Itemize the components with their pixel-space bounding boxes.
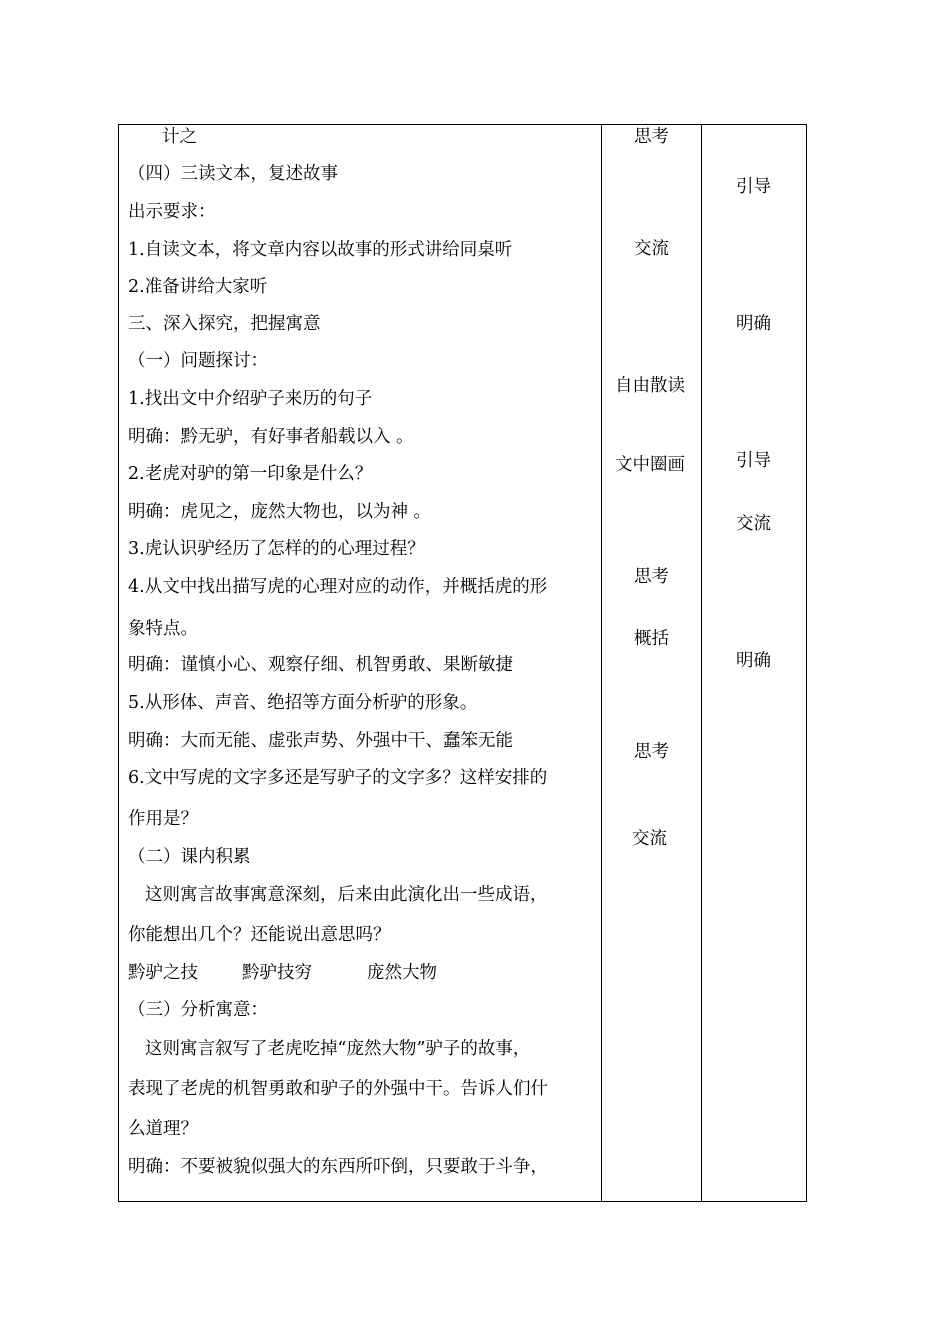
idiom: 黔驴技穷 [242, 963, 312, 983]
section-heading: （一）问题探讨： [128, 351, 268, 371]
teacher-label: 明确 [736, 651, 771, 671]
idiom: 庞然大物 [367, 963, 437, 983]
answer: 明确：不要被貌似强大的东西所吓倒，只要敢于斗争， [128, 1157, 548, 1177]
answer: 明确：虎见之，庞然大物也，以为神 。 [128, 502, 432, 522]
activity-label: 文中圈画 [615, 455, 685, 475]
text-line: 计之 [162, 127, 197, 147]
paragraph-line: 这则寓言叙写了老虎吃掉“庞然大物”驴子的故事， [145, 1039, 531, 1059]
answer: 明确：谨慎小心、观察仔细、机智勇敢、果断敏捷 [128, 655, 513, 675]
activity-label: 思考 [634, 742, 669, 762]
teacher-label: 引导 [736, 451, 771, 471]
section-heading: （三）分析寓意： [128, 1000, 268, 1020]
section-heading: 三、深入探究，把握寓意 [128, 314, 321, 334]
list-item: 2.准备讲给大家听 [128, 277, 268, 297]
teacher-label: 明确 [736, 314, 771, 334]
section-heading: （二）课内积累 [128, 847, 251, 867]
question: 1.找出文中介绍驴子来历的句子 [128, 389, 373, 409]
question: 作用是？ [128, 809, 198, 829]
idiom: 黔驴之技 [128, 963, 198, 983]
question: 2.老虎对驴的第一印象是什么？ [128, 464, 373, 484]
answer: 明确：黔无驴，有好事者船载以入 。 [128, 427, 414, 447]
list-item: 1.自读文本，将文章内容以故事的形式讲给同桌听 [128, 240, 513, 260]
column-divider [701, 125, 702, 1201]
paragraph-line: 么道理？ [128, 1119, 198, 1139]
question: 4.从文中找出描写虎的心理对应的动作，并概括虎的形 [128, 577, 548, 597]
text-line: 出示要求： [128, 202, 216, 222]
teacher-label: 引导 [736, 177, 771, 197]
paragraph-line: 表现了老虎的机智勇敢和驴子的外强中干。告诉人们什 [128, 1079, 548, 1099]
section-heading: （四）三读文本，复述故事 [128, 164, 338, 184]
question: 6.文中写虎的文字多还是写驴子的文字多？这样安排的 [128, 768, 548, 788]
activity-label: 概括 [634, 629, 669, 649]
question: 象特点。 [128, 619, 198, 639]
paragraph-line: 你能想出几个？还能说出意思吗？ [128, 925, 391, 945]
question: 3.虎认识驴经历了怎样的的心理过程？ [128, 539, 425, 559]
question: 5.从形体、声音、绝招等方面分析驴的形象。 [128, 693, 478, 713]
paragraph-line: 这则寓言故事寓意深刻，后来由此演化出一些成语， [145, 885, 548, 905]
activity-label: 交流 [634, 239, 669, 259]
teacher-label: 交流 [736, 514, 771, 534]
activity-label: 交流 [632, 829, 667, 849]
column-divider [601, 125, 602, 1201]
activity-label: 思考 [634, 127, 669, 147]
activity-label: 思考 [634, 567, 669, 587]
answer: 明确：大而无能、虚张声势、外强中干、蠢笨无能 [128, 731, 513, 751]
activity-label: 自由散读 [615, 376, 685, 396]
